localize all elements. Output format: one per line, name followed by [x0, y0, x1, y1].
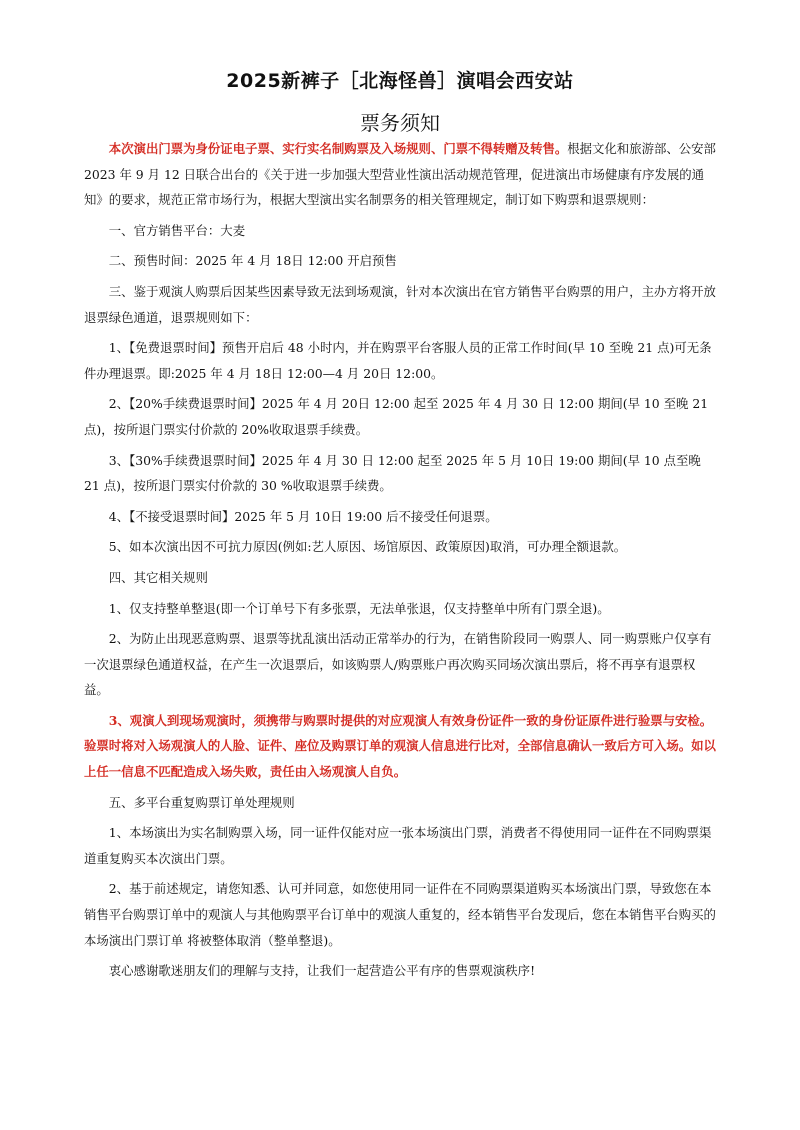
multi-rule-2: 2、基于前述规定，请您知悉、认可并同意，如您使用同一证件在不同购票渠道购买本场演出门票，导致您在本销售平台购票订单中的观演人与其他购票平台订单中的观演人重复的，经本销售平台发现后，您在本销售平台购买的本场演出门票订单 将被整体取消（整单整退)。 — [84, 881, 716, 948]
other-rule-3: 3、观演人到现场观演时，须携带与购票时提供的对应观演人有效身份证件一致的身份证原件进行验票与安检。验票时将对入场观演人的人脸、证件、座位及购票订单的观演人信息进行比对，全部信息确认一致后方可入场。如以上任一信息不匹配造成入场失败，责任由入场观演人自负。 — [84, 712, 716, 780]
page-subtitle: 票务须知 — [360, 111, 440, 135]
page-title: 2025新裤子［北海怪兽］演唱会西安站 — [226, 70, 574, 92]
notice-body — [84, 136, 718, 984]
closing-note: 衷心感谢歌迷朋友们的理解与支持，让我们一起营造公平有序的售票观演秩序! — [108, 963, 536, 979]
other-rule-2: 2、为防止出现恶意购票、退票等扰乱演出活动正常举办的行为，在销售阶段同一购票人、同一购票账户仅享有一次退票绿色通道权益，在产生一次退票后，如该购票人/购票账户再次购买同场次演出票后，将不再享有退票权益。 — [84, 631, 712, 698]
refund-rule-1: 1、【免费退票时间】预售开启后 48 小时内，并在购票平台客服人员的正常工作时间(早 10 至晚 21 点)可无条件办理退票。即:2025 年 4 月 18日 12:00—4 月 20日 12:00。 — [84, 340, 712, 381]
refund-rule-4: 4、【不接受退票时间】2025 年 5 月 10日 19:00 后不接受任何退票。 — [108, 508, 498, 524]
intro-text: 根据文化和旅游部、公安部 2023 年 9 月 12 日联合出台的《关于进一步加强大型营业性演出活动规范管理，促进演出市场健康有序发展的通知》的要求，规范正常市场行为，根据大型演出实名制票务的相关管理规定，制订如下购票和退票规则： — [84, 141, 716, 208]
refund-rule-3: 3、【30%手续费退票时间】2025 年 4 月 30 日 12:00 起至 2025 年 5 月 10日 19:00 期间(早 10 点至晚 21 点)，按所退门票实付价款的 30 %收取退票手续费。 — [84, 452, 701, 494]
intro-paragraph — [84, 136, 718, 213]
refund-rule-2: 2、【20%手续费退票时间】2025 年 4 月 20日 12:00 起至 2025 年 4 月 30 日 12:00 期间(早 10 至晚 21 点)，按所退门票实付价款的 20%收取退票手续费。 — [84, 396, 709, 437]
section-presale: 二、预售时间：2025 年 4 月 18日 12:00 开启预售 — [108, 253, 397, 269]
refund-rule-5: 5、如本次演出因不可抗力原因(例如:艺人原因、场馆原因、政策原因)取消，可办理全额退款。 — [108, 539, 627, 555]
section-other-heading: 四、其它相关规则 — [108, 569, 208, 585]
section-refund-intro: 三、鉴于观演人购票后因某些因素导致无法到场观演，针对本次演出在官方销售平台购票的用户，主办方将开放退票绿色通道，退票规则如下： — [84, 283, 716, 325]
section-platform: 一、官方销售平台：大麦 — [108, 222, 246, 238]
intro-emphasis: 本次演出门票为身份证电子票、实行实名制购票及入场规则、门票不得转赠及转售。 — [108, 141, 568, 156]
section-multi-heading: 五、多平台重复购票订单处理规则 — [108, 794, 295, 810]
other-rule-1: 1、仅支持整单整退(即一个订单号下有多张票，无法单张退，仅支持整单中所有门票全退)。 — [108, 600, 610, 616]
multi-rule-1: 1、本场演出为实名制购票入场，同一证件仅能对应一张本场演出门票，消费者不得使用同一证件在不同购票渠道重复购买本次演出门票。 — [84, 825, 712, 866]
